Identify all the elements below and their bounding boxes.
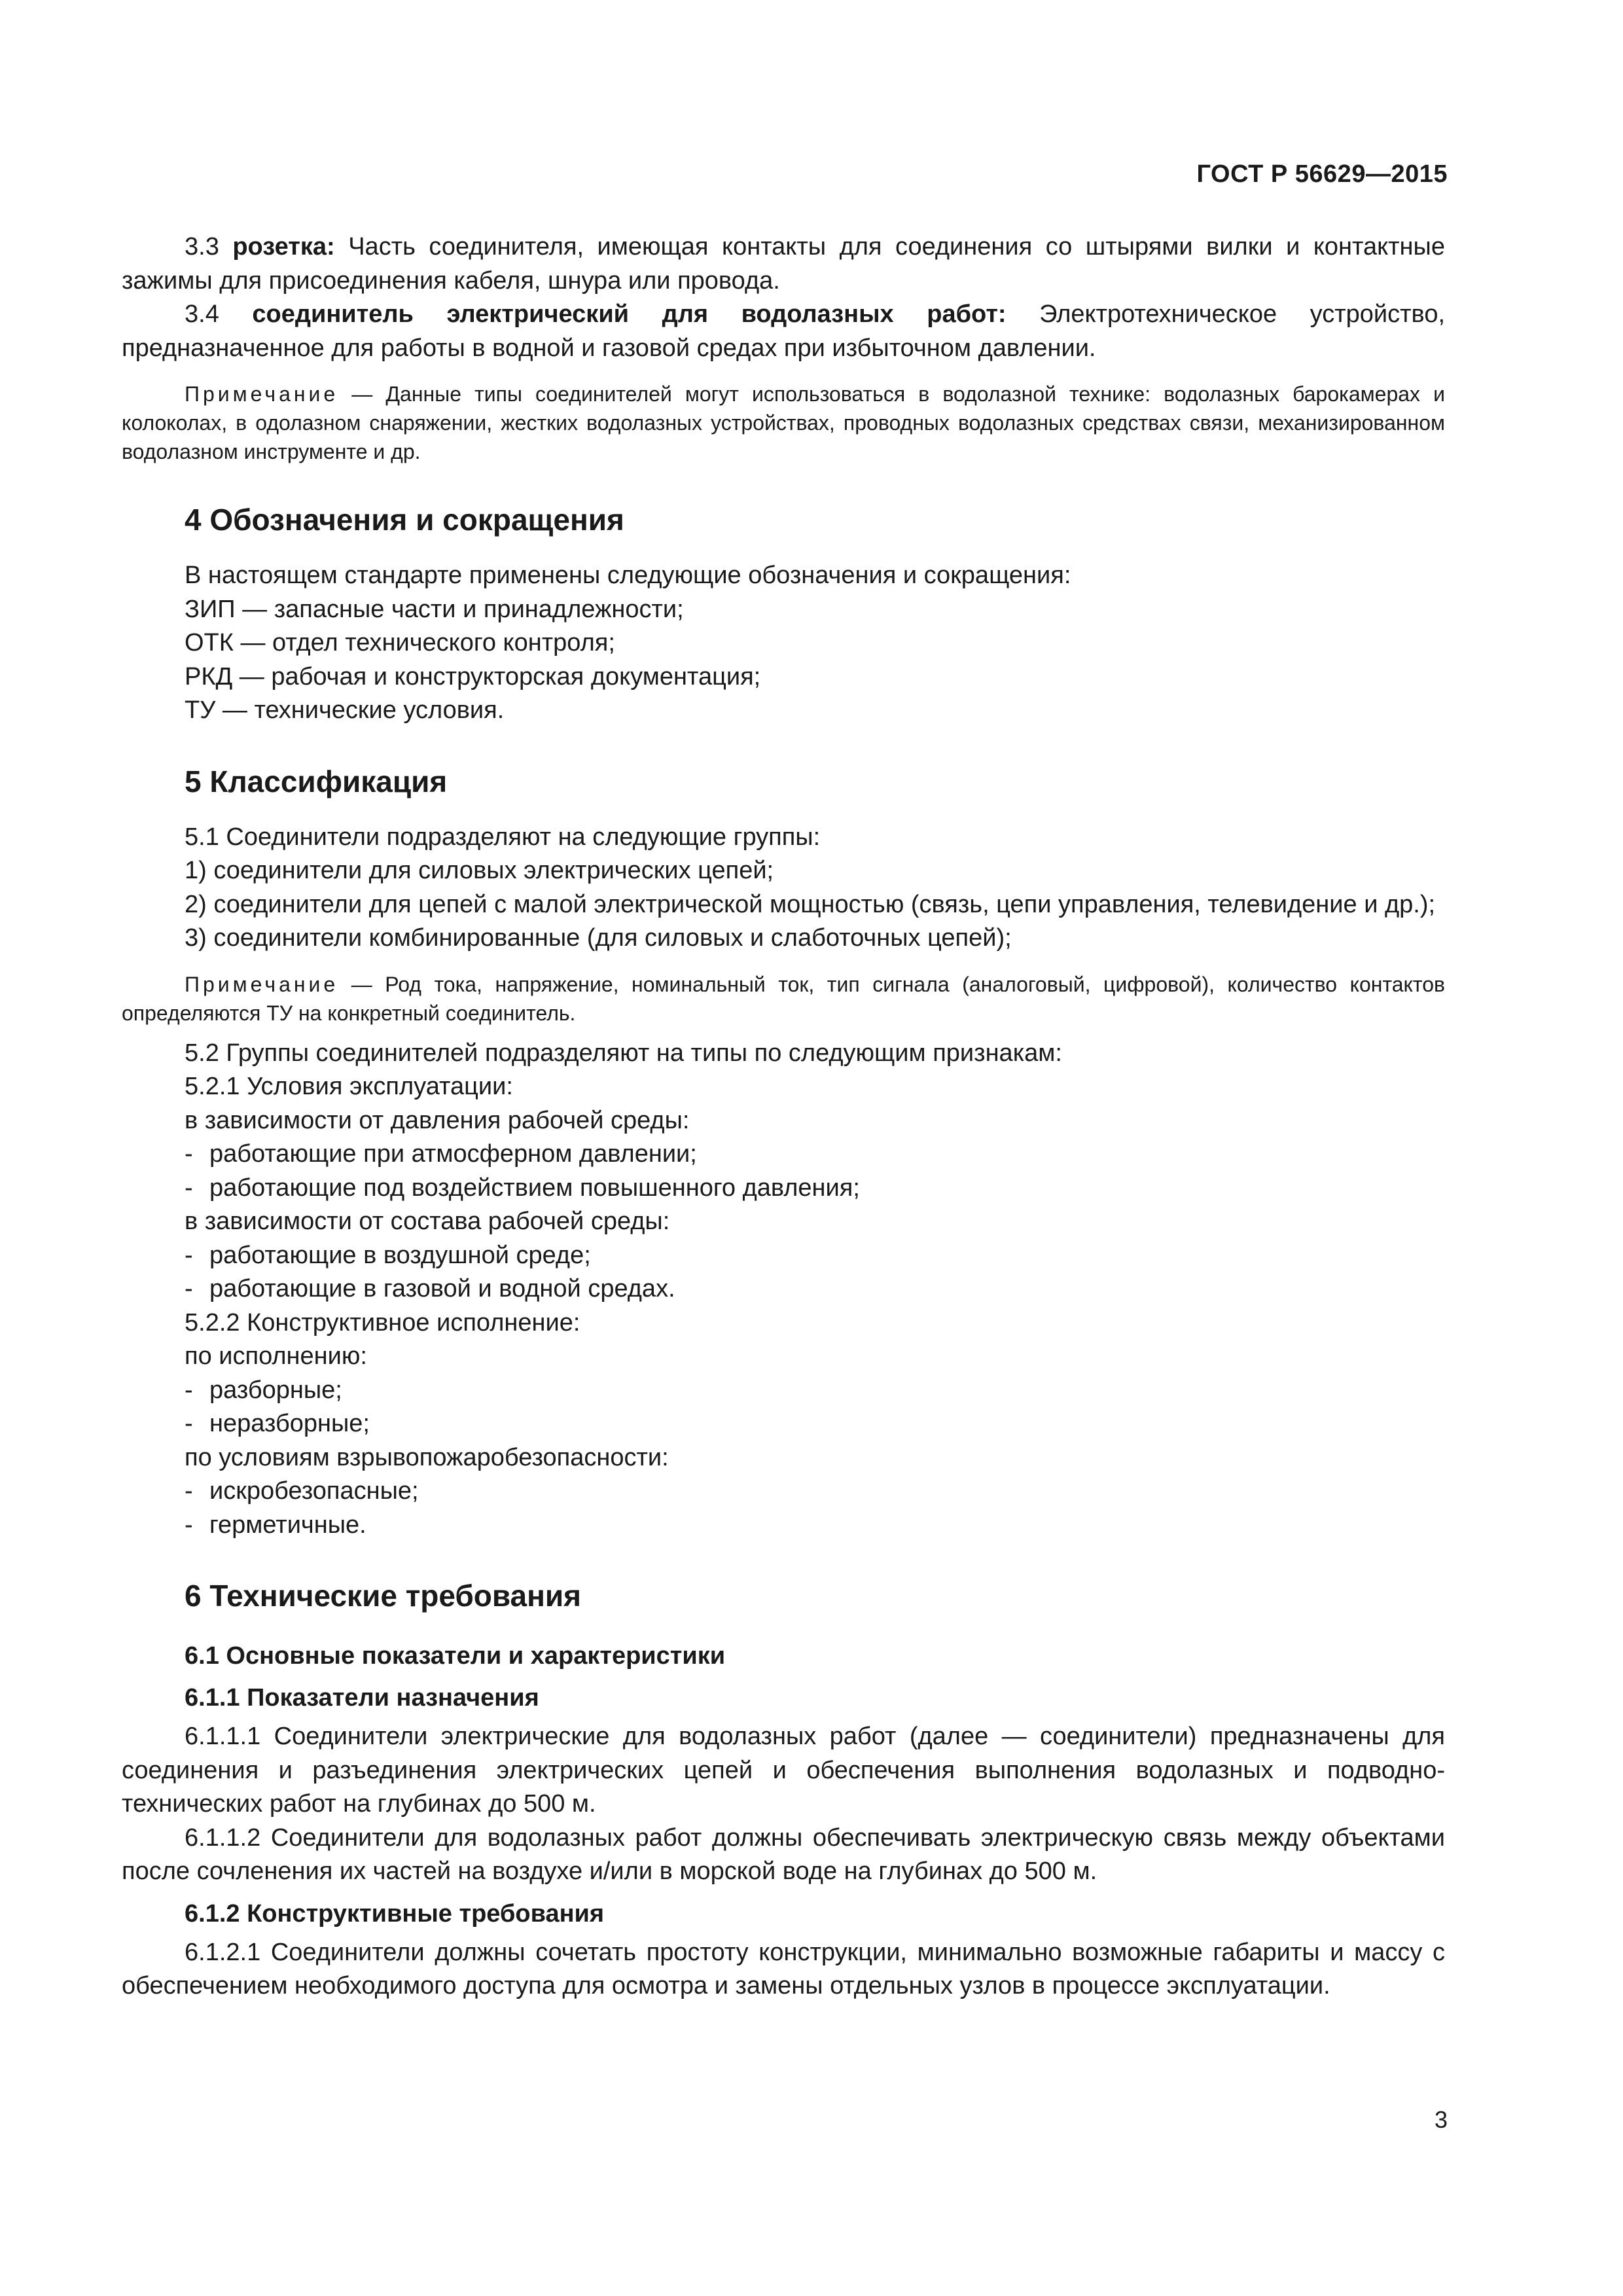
subsection-6-1-2-title: 6.1.2 Конструктивные требования [185,1899,605,1928]
group-item: 1) соединители для силовых электрических цепей; [185,857,774,884]
clause-5-2-1: 5.2.1 Условия эксплуатации: [185,1073,513,1100]
document-body [122,230,1445,2003]
clause-5-2: 5.2 Группы соединителей подразделяют на типы по следующим признакам: [185,1039,1062,1067]
term: соединитель электрический для водолазных работ: [252,300,1007,328]
clause-number: 3.4 [185,300,219,328]
clause-5-2-2: 5.2.2 Конструктивное исполнение: [185,1308,580,1336]
list-item: - искробезопасные; [185,1477,419,1505]
note-text: — Данные типы соединителей могут использоваться в водолазной технике: водолазных барокамерах и колоколах, в одолазном снаряжении, жестких водолазных устройствах, проводных водолазных средствах связи, механизированном водолазном инструменте и др. [122,382,1445,463]
note-3-4 [122,380,1445,466]
section-5-title: 5 Классификация [185,764,448,798]
medium-intro: в зависимости от состава рабочей среды: [185,1208,670,1235]
exec-intro: по исполнению: [185,1342,367,1370]
pressure-intro: в зависимости от давления рабочей среды: [185,1106,690,1134]
list-item: - герметичные. [185,1511,366,1539]
list-item: - работающие под воздействием повышенного давления; [185,1174,860,1202]
note-text: — Род тока, напряжение, номинальный ток, тип сигнала (аналоговый, цифровой), количество контактов определяются ТУ на конкретный соединитель. [122,972,1445,1025]
section-4-intro: В настоящем стандарте применены следующие обозначения и сокращения: [185,562,1071,589]
safety-intro: по условиям взрывопожаробезопасности: [185,1443,669,1471]
clause-6-1-2-1: 6.1.2.1 Соединители должны сочетать простоту конструкции, минимально возможные габариты и массу с обеспечением необходимого доступа для осмотра и замены отдельных узлов в процессе эксплуатации. [122,1938,1445,2000]
document-code: ГОСТ Р 56629—2015 [1196,160,1448,188]
list-item: - работающие в воздушной среде; [185,1241,591,1269]
clause-3-3 [122,230,1445,298]
abbreviation-item: ОТК — отдел технического контроля; [185,629,615,656]
list-item: - разборные; [185,1376,342,1404]
note-label: Примечание [185,382,339,406]
section-4-title: 4 Обозначения и сокращения [185,503,624,537]
clause-number: 3.3 [185,233,219,260]
group-item: 3) соединители комбинированные (для силовых и слаботочных цепей); [185,924,1012,952]
page-number: 3 [1434,2106,1448,2133]
definition: Электротехническое устройство, предназначенное для работы в водной и газовой средах при избыточном давлении. [122,300,1446,362]
term: розетка: [232,233,335,260]
list-item: - работающие при атмосферном давлении; [185,1140,697,1168]
definition: Часть соединителя, имеющая контакты для соединения со штырями вилки и контактные зажимы для присоединения кабеля, шнура или провода. [122,233,1445,295]
abbreviation-item: ТУ — технические условия. [185,696,505,724]
subsection-6-1-1-title: 6.1.1 Показатели назначения [185,1684,539,1712]
clause-6-1-1-2: 6.1.1.2 Соединители для водолазных работ должны обеспечивать электрическую связь между объектами после сочленения их частей на воздухе и/или в морской воде на глубинах до 500 м. [122,1823,1445,1885]
abbreviation-item: РКД — рабочая и конструкторская документация; [185,662,761,691]
list-item: - работающие в газовой и водной средах. [185,1275,675,1302]
section-6-title: 6 Технические требования [185,1579,581,1613]
subsection-6-1-title: 6.1 Основные показатели и характеристики [185,1642,726,1670]
note-5-1 [122,970,1445,1028]
clause-5-1: 5.1 Соединители подразделяют на следующие группы: [185,823,821,851]
list-item: - неразборные; [185,1410,370,1437]
abbreviation-item: ЗИП — запасные части и принадлежности; [185,595,684,623]
note-label: Примечание [185,972,339,996]
clause-3-4 [122,298,1445,365]
group-item: 2) соединители для цепей с малой электрической мощностью (связь, цепи управления, телевидение и др.); [185,890,1436,918]
clause-6-1-1-1: 6.1.1.1 Соединители электрические для водолазных работ (далее — соединители) предназначены для соединения и разъединения электрических цепей и обеспечения выполнения водолазных и подводно-технических работ на глубинах до 500 м. [122,1723,1445,1818]
